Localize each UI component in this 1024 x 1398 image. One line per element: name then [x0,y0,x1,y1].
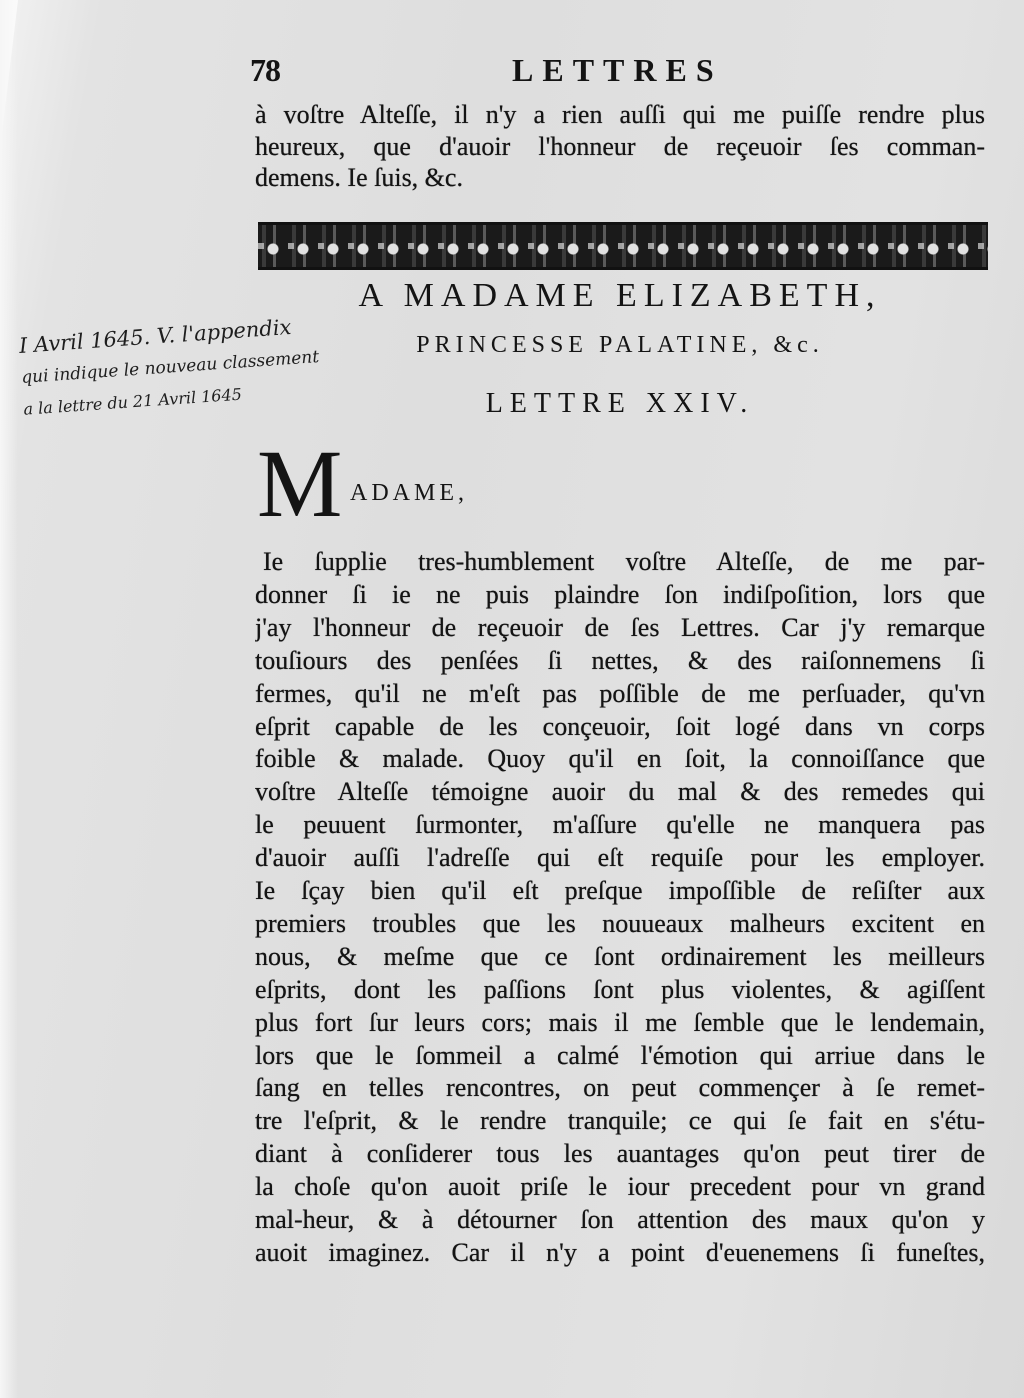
body-text-line: le peuuent ſurmonter, m'aſſure qu'elle ne manquera pas [255,810,985,840]
running-title: LETTRES [512,52,723,88]
body-text-line: d'auoir auſſi l'adreſſe qui eſt requiſe pour les employer. [255,843,985,873]
salutation-text: ADAME, [350,480,468,506]
previous-letter-line: demens. Ie ſuis, &c. [255,163,463,192]
previous-letter-line: à voſtre Alteſſe, il n'y a rien auſſi qui me puiſſe rendre plus [255,100,985,129]
previous-letter-line: heureux, que d'auoir l'honneur de reçeuoir ſes comman- [255,131,985,161]
body-text-line: eſprit capable de les conçeuoir, ſoit logé dans vn corps [255,711,985,741]
body-text-line: nous, & meſme que ce ſont ordinairement les meilleurs [255,941,985,971]
body-text-line: premiers troubles que les nouueaux malheurs excitent en [255,908,985,938]
ornament-band [258,222,988,270]
body-text-line: auoit imaginez. Car il n'y a point d'euenemens ſi funeſtes, [255,1237,985,1267]
body-text-line: plus fort ſur leurs cors; mais il me ſemble que le lendemain, [255,1007,985,1037]
page-number: 78 [250,52,280,88]
letter-number: LETTRE XXIV. [485,388,755,419]
body-text-line: fermes, qu'il ne m'eſt pas poſſible de me perſuader, qu'vn [255,678,985,708]
margin-note-line: I Avril 1645. V. l'appendix [18,314,293,358]
page-margin-shade [0,0,18,1398]
body-text-line: lors que le ſommeil a calmé l'émotion qui arriue dans le [255,1040,985,1070]
body-text-line: Ie ſupplie tres-humblement voſtre Alteſſe, de me par- [263,547,985,576]
drop-cap-initial: M [257,430,343,537]
body-text-line: eſprits, dont les paſſions ſont plus violentes, & agiſſent [255,974,985,1004]
body-text-line: touſiours des penſées ſi nettes, & des raiſonnemens ſi [255,645,985,675]
body-text-line: voſtre Alteſſe témoigne auoir du mal & des remedes qui [255,777,985,807]
addressee-title: PRINCESSE PALATINE, &c. [416,332,824,358]
margin-note-line: qui indique le nouveau classement [20,347,320,388]
body-text-line: donner ſi ie ne puis plaindre ſon indiſpoſition, lors que [255,579,985,609]
body-text-line: j'ay l'honneur de reçeuoir de ſes Lettres. Car j'y remarque [255,612,985,642]
body-text-line: diant à conſiderer tous les auantages qu'on peut tirer de [255,1139,985,1169]
letter-addressee: A MADAME ELIZABETH, [358,277,882,314]
body-text-line: la choſe qu'on auoit priſe le iour precedent pour vn grand [255,1172,985,1202]
body-text-line: mal-heur, & à détourner ſon attention des maux qu'on y [255,1205,985,1234]
body-text-line: ſang en telles rencontres, on peut commençer à ſe remet- [255,1073,985,1103]
body-text-line: tre l'eſprit, & le rendre tranquile; ce qui ſe fait en s'étu- [255,1106,985,1136]
body-text-line: foible & malade. Quoy qu'il en ſoit, la connoiſſance que [255,744,985,774]
margin-note-line: a la lettre du 21 Avril 1645 [22,384,243,419]
body-text-line: Ie ſçay bien qu'il eſt preſque impoſſible de reſiſter aux [255,876,985,905]
